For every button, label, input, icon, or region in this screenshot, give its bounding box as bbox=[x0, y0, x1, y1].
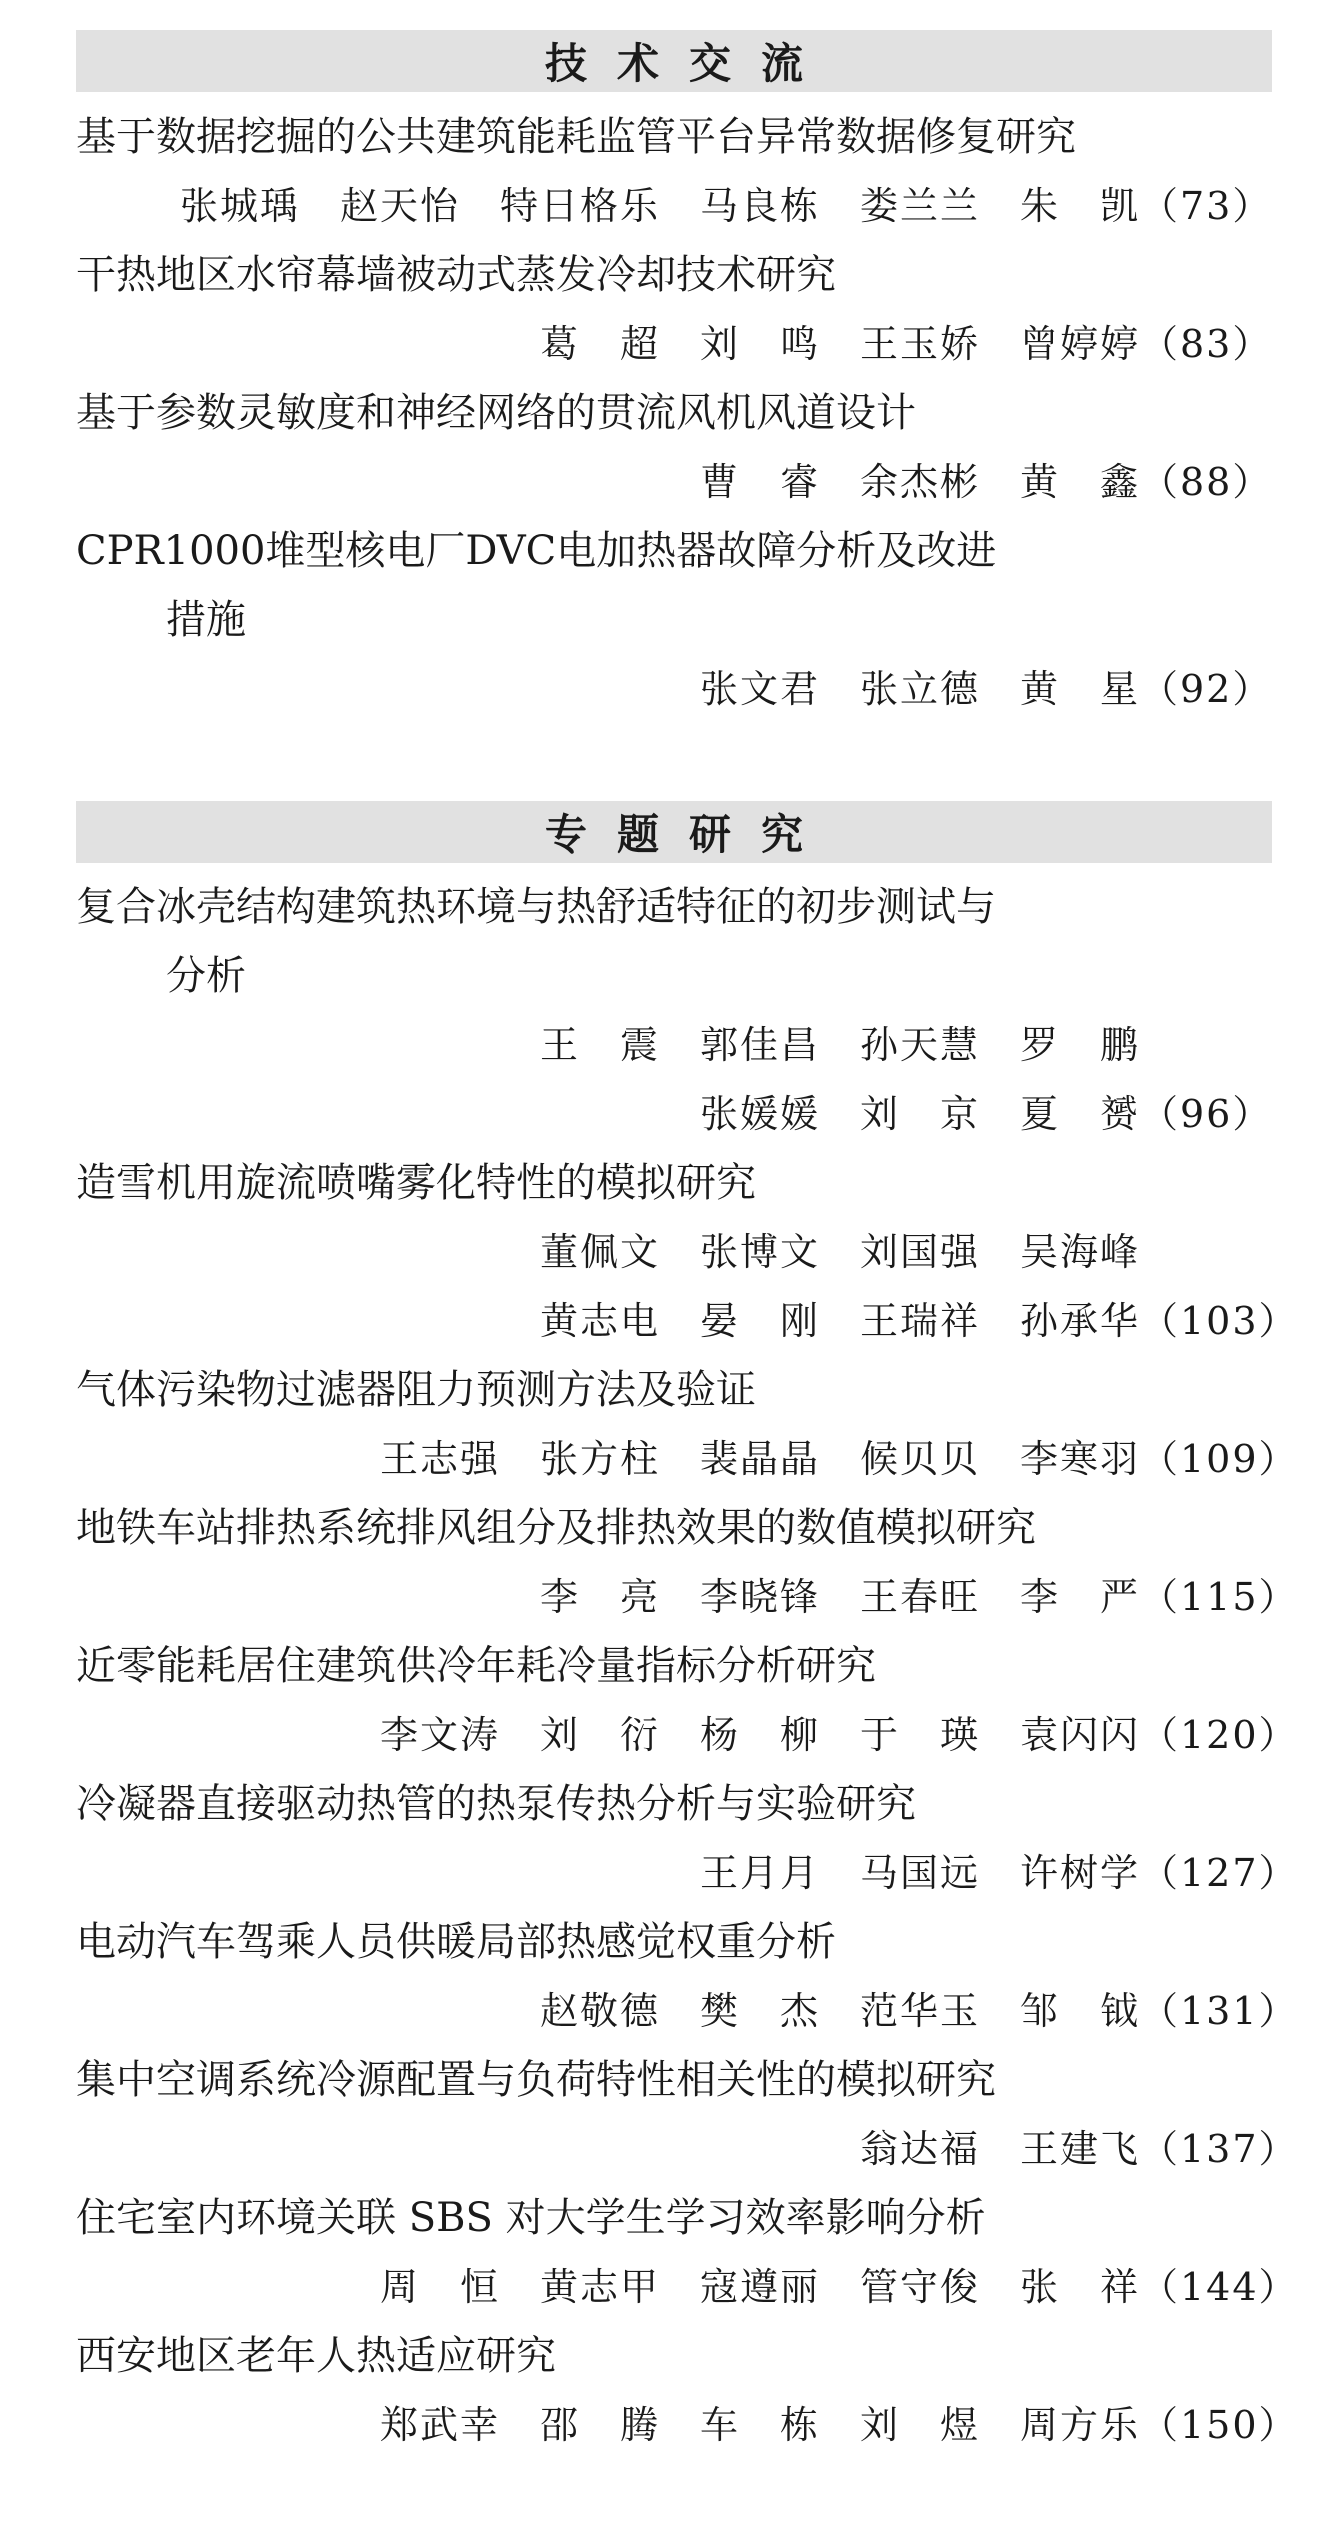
article-authors-row bbox=[379, 1425, 1299, 1494]
article-authors-row bbox=[540, 1011, 1260, 1080]
article-title[interactable]: 基于数据挖掘的公共建筑能耗监管平台异常数据修复研究 bbox=[76, 114, 1076, 160]
article-page-number: （137） bbox=[1140, 2127, 1299, 2171]
article-title[interactable]: 干热地区水帘幕墙被动式蒸发冷却技术研究 bbox=[76, 252, 836, 298]
article-authors: 黄志电 晏 刚 王瑞祥 孙承华 bbox=[539, 1299, 1140, 1343]
section-title: 技术交流 bbox=[544, 39, 833, 88]
section-header-tech-exchange bbox=[76, 30, 1272, 92]
article-authors-row bbox=[539, 1563, 1299, 1632]
article-page-number: （115） bbox=[1140, 1575, 1299, 1619]
article-title[interactable]: 住宅室内环境关联 SBS 对大学生学习效率影响分析 bbox=[76, 2195, 986, 2241]
article-authors-row bbox=[699, 1839, 1299, 1908]
article-authors: 李 亮 李晓锋 王春旺 李 严 bbox=[539, 1575, 1140, 1619]
article-page-number: （150） bbox=[1140, 2403, 1299, 2447]
article-title[interactable]: 基于参数灵敏度和神经网络的贯流风机风道设计 bbox=[76, 390, 916, 436]
article-title[interactable]: 电动汽车驾乘人员供暖局部热感觉权重分析 bbox=[76, 1919, 836, 1965]
article-authors: 郑武幸 邵 腾 车 栋 刘 煜 周方乐 bbox=[379, 2403, 1140, 2447]
article-authors: 王志强 张方柱 裴晶晶 候贝贝 李寒羽 bbox=[379, 1437, 1140, 1481]
article-authors-row bbox=[539, 1287, 1299, 1356]
article-title[interactable]: 气体污染物过滤器阻力预测方法及验证 bbox=[76, 1367, 756, 1413]
article-authors: 张媛媛 刘 京 夏 赟 bbox=[699, 1092, 1140, 1136]
article-title[interactable]: 近零能耗居住建筑供冷年耗冷量指标分析研究 bbox=[76, 1643, 876, 1689]
article-authors-row bbox=[699, 655, 1273, 724]
article-authors: 赵敬德 樊 杰 范华玉 邹 钺 bbox=[539, 1989, 1140, 2033]
article-page-number: （73） bbox=[1140, 184, 1273, 228]
article-authors-row bbox=[540, 1218, 1260, 1287]
article-title-continuation[interactable]: 分析 bbox=[166, 953, 246, 999]
article-authors: 翁达福 王建飞 bbox=[859, 2127, 1140, 2171]
article-authors: 曹 睿 余杰彬 黄 鑫 bbox=[699, 460, 1140, 504]
article-authors: 张城瑀 赵天怡 特日格乐 马良栋 娄兰兰 朱 凯 bbox=[179, 184, 1140, 228]
article-title-continuation[interactable]: 措施 bbox=[166, 597, 246, 643]
article-authors: 周 恒 黄志甲 寇遵丽 管守俊 张 祥 bbox=[379, 2265, 1140, 2309]
article-authors-row bbox=[699, 1080, 1273, 1149]
article-page-number: （109） bbox=[1140, 1437, 1299, 1481]
article-authors-row bbox=[859, 2115, 1299, 2184]
article-title[interactable]: 造雪机用旋流喷嘴雾化特性的模拟研究 bbox=[76, 1160, 756, 1206]
article-authors-row bbox=[379, 2253, 1299, 2322]
article-title[interactable]: 地铁车站排热系统排风组分及排热效果的数值模拟研究 bbox=[76, 1505, 1036, 1551]
article-page-number: （144） bbox=[1140, 2265, 1299, 2309]
article-authors-row bbox=[179, 172, 1273, 241]
article-page-number: （127） bbox=[1140, 1851, 1299, 1895]
article-authors: 王月月 马国远 许树学 bbox=[699, 1851, 1140, 1895]
article-page-number: （96） bbox=[1140, 1092, 1273, 1136]
article-page-number: （88） bbox=[1140, 460, 1273, 504]
article-page-number: （92） bbox=[1140, 667, 1273, 711]
article-title[interactable]: 复合冰壳结构建筑热环境与热舒适特征的初步测试与 bbox=[76, 884, 996, 930]
article-page-number: （83） bbox=[1140, 322, 1273, 366]
article-page-number: （120） bbox=[1140, 1713, 1299, 1757]
article-title[interactable]: 冷凝器直接驱动热管的热泵传热分析与实验研究 bbox=[76, 1781, 916, 1827]
section-header-special-research bbox=[76, 801, 1272, 863]
article-authors: 葛 超 刘 鸣 王玉娇 曾婷婷 bbox=[539, 322, 1140, 366]
article-authors-row bbox=[379, 2391, 1299, 2460]
article-title[interactable]: 集中空调系统冷源配置与负荷特性相关性的模拟研究 bbox=[76, 2057, 996, 2103]
article-authors: 王 震 郭佳昌 孙天慧 罗 鹏 bbox=[539, 1023, 1140, 1067]
article-page-number: （103） bbox=[1140, 1299, 1299, 1343]
article-authors-row bbox=[539, 310, 1273, 379]
article-authors: 董佩文 张博文 刘国强 吴海峰 bbox=[539, 1230, 1140, 1274]
article-authors-row bbox=[539, 1977, 1299, 2046]
section-title: 专题研究 bbox=[544, 810, 833, 859]
article-title[interactable]: CPR1000堆型核电厂DVC电加热器故障分析及改进 bbox=[76, 528, 997, 574]
article-authors-row bbox=[699, 448, 1273, 517]
article-authors: 张文君 张立德 黄 星 bbox=[699, 667, 1140, 711]
article-page-number: （131） bbox=[1140, 1989, 1299, 2033]
article-authors-row bbox=[379, 1701, 1299, 1770]
article-title[interactable]: 西安地区老年人热适应研究 bbox=[76, 2333, 556, 2379]
article-authors: 李文涛 刘 衍 杨 柳 于 瑛 袁闪闪 bbox=[379, 1713, 1140, 1757]
